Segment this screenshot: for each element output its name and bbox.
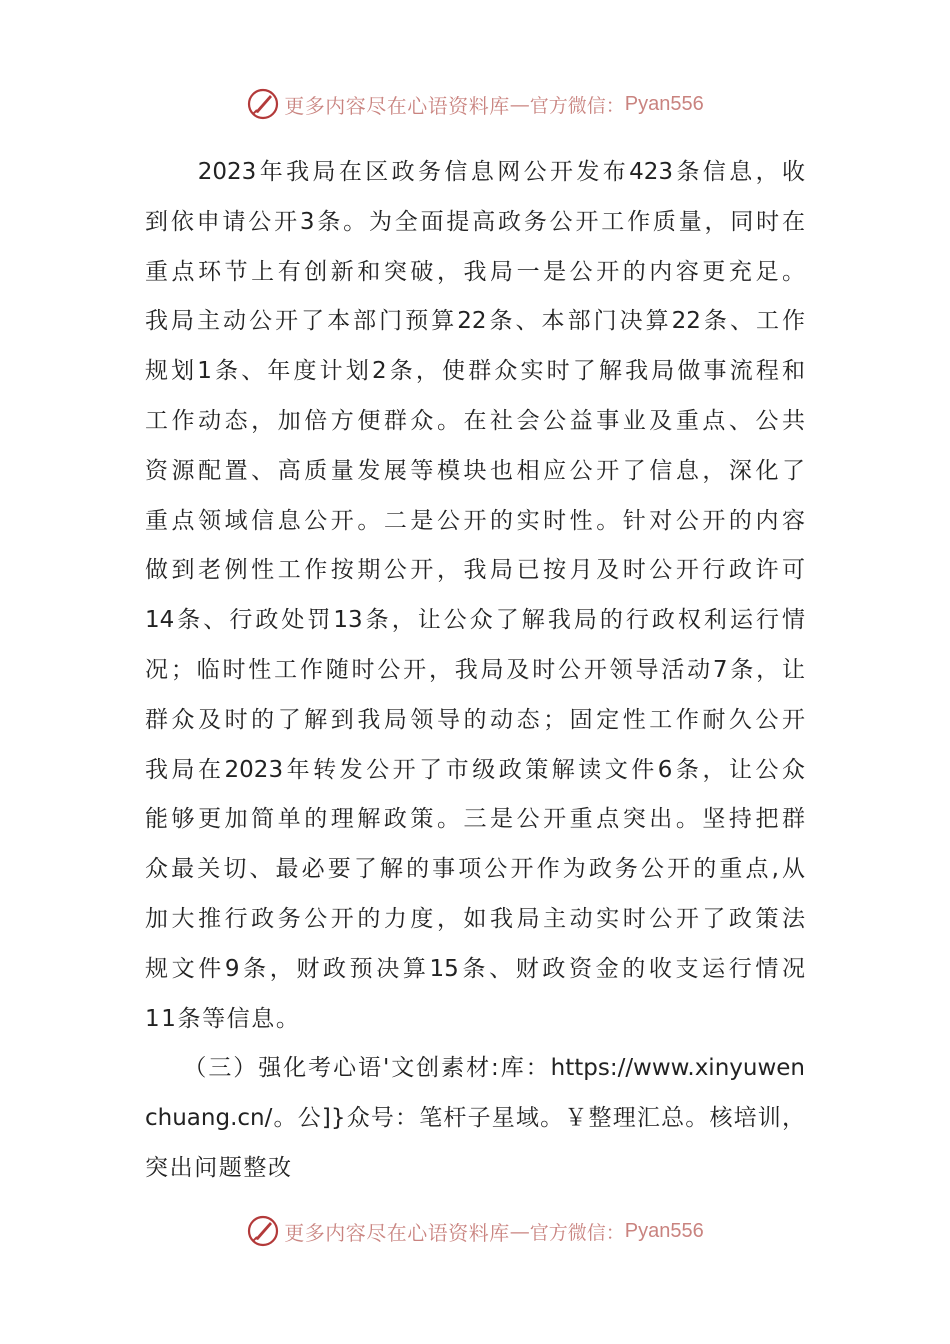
text-line: 规文件9条，财政预决算15条、财政资金的收支运行情况 [145, 955, 805, 982]
text-line: 规划1条、年度计划2条，使群众实时了解我局做事流程和 [145, 358, 805, 385]
text-line: 群众及时的了解到我局领导的动态；固定性工作耐久公开 [145, 706, 805, 733]
banner-wechat-id: Pyan556 [624, 1219, 704, 1242]
text-line: （三）强化考心语'文创素材:库：https://www.xinyuwen [145, 1055, 805, 1082]
text-line: 重点领域信息公开。二是公开的实时性。针对公开的内容 [145, 507, 805, 534]
text-line: 突出问题整改 [145, 1154, 293, 1181]
text-line: 做到老例性工作按期公开，我局已按月及时公开行政许可 [145, 557, 805, 584]
banner-wechat-label: 官方微信： [529, 1221, 625, 1244]
text-line: 众最关切、最必要了解的事项公开作为政务公开的重点,从 [145, 856, 805, 883]
text-line: 2023年我局在区政务信息网公开发布423条信息，收 [145, 159, 805, 185]
banner-wechat-label: 官方微信： [529, 94, 625, 117]
text-line: 11条等信息。 [145, 1005, 301, 1032]
paragraph-1 [145, 148, 805, 1044]
banner-separator: — [509, 1219, 530, 1243]
document-body [145, 148, 805, 1194]
banner-separator: — [509, 92, 530, 116]
text-line: chuang.cn/。公]}众号：笔杆子星域。￥整理汇总。核培训， [145, 1105, 805, 1132]
quill-logo-icon [246, 1214, 280, 1248]
header-watermark-banner [0, 84, 950, 124]
text-line: 到依申请公开3条。为全面提高政务公开工作质量，同时在 [145, 208, 805, 235]
text-line: 况；临时性工作随时公开，我局及时公开领导活动7条，让 [145, 656, 805, 683]
text-line: 我局在2023年转发公开了市级政策解读文件6条，让公众 [145, 756, 805, 783]
banner-wechat-id: Pyan556 [624, 92, 704, 115]
text-line: 14条、行政处罚13条，让公众了解我局的行政权利运行情 [145, 607, 805, 634]
banner-title: 更多内容尽在心语资料库 [284, 93, 510, 118]
text-line: 工作动态，加倍方便群众。在社会公益事业及重点、公共 [145, 407, 805, 434]
banner-title: 更多内容尽在心语资料库 [284, 1220, 510, 1245]
text-line: 资源配置、高质量发展等模块也相应公开了信息，深化了 [145, 457, 805, 484]
text-line: 能够更加简单的理解政策。三是公开重点突出。坚持把群 [145, 806, 805, 833]
text-line: 我局主动公开了本部门预算22条、本部门决算22条、工作 [145, 308, 805, 335]
paragraph-2 [145, 1044, 805, 1193]
text-line: 重点环节上有创新和突破，我局一是公开的内容更充足。 [145, 258, 805, 285]
quill-logo-icon [246, 87, 280, 121]
text-line: 加大推行政务公开的力度，如我局主动实时公开了政策法 [145, 905, 805, 932]
footer-watermark-banner [0, 1211, 950, 1251]
